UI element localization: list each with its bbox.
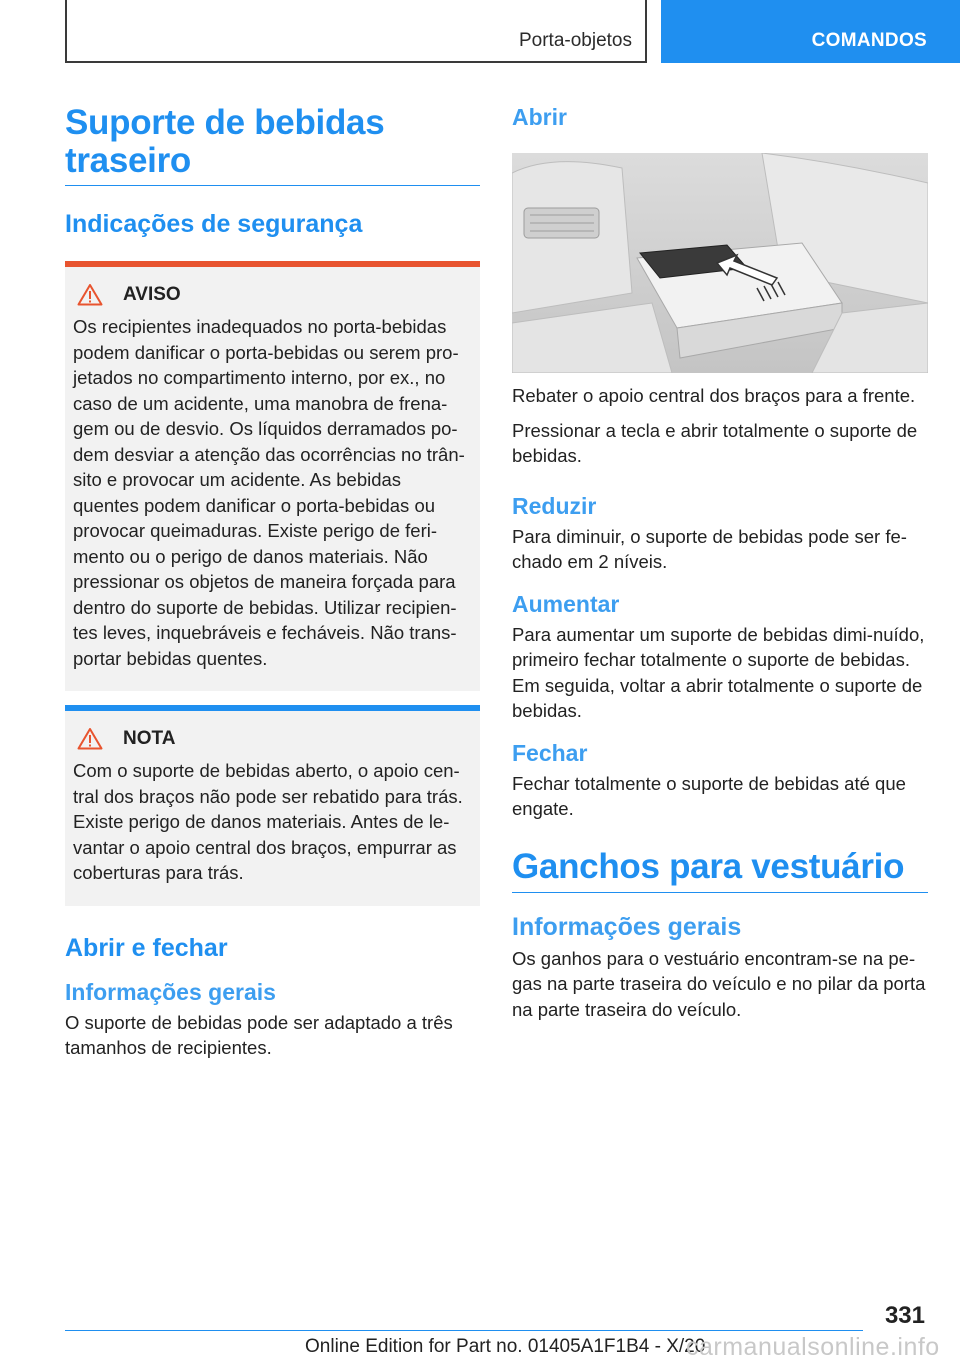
- left-column: [65, 104, 480, 1061]
- aviso-text: Os recipientes inadequados no porta-bebidas podem danificar o porta-bebidas ou serem pro-jetados no compartimento interno, por ex., no caso de um acidente, uma manobra de frena-gem ou de desvio. Os líquidos derramados po-dem desviar a atenção das ocorrências no trân-sito e provocar um acidente. As bebidas quentes podem danificar o porta-bebidas ou provocar queimaduras. Existe perigo de feri-mento ou o perigo de danos materiais. Não pressionar os objetos de maneira forçada para dentro do suporte de bebidas. Utilizar recipien-tes leves, inquebráveis e fecháveis. Não trans-portar bebidas quentes.: [73, 316, 465, 669]
- increase-text: Para aumentar um suporte de bebidas dimi-nuído, primeiro fechar totalmente o suporte de bebidas. Em seguida, voltar a abrir totalmente o suporte de bebidas.: [512, 623, 925, 721]
- hooks-title: Ganchos para vestuário: [512, 848, 928, 893]
- nota-text: Com o suporte de bebidas aberto, o apoio cen-tral dos braços não pode ser rebatido para trás. Existe perigo de danos materiais. Antes de le-vantar o apoio central dos braços, empurrar as coberturas para trás.: [73, 760, 463, 883]
- cupholder-photo: [512, 153, 928, 373]
- header-section-title: Porta-objetos: [518, 30, 632, 51]
- increase-heading: Aumentar: [512, 590, 620, 617]
- footer-brand-watermark: carmanualsonline.info: [686, 1333, 940, 1361]
- header-section-box: [65, 0, 647, 63]
- nota-label: NOTA: [123, 727, 176, 749]
- aviso-header: [77, 283, 472, 306]
- open-heading: Abrir: [512, 104, 567, 130]
- footer-edition-text: Online Edition for Part no. 01405A1F1B4 - X/20: [305, 1336, 706, 1357]
- footer-divider: [65, 1330, 863, 1331]
- open-text-1: Rebater o apoio central dos braços para a frente.: [512, 385, 916, 406]
- close-heading: Fechar: [512, 739, 588, 766]
- header-chapter-tab: [661, 0, 960, 63]
- reduce-heading: Reduzir: [512, 492, 597, 519]
- aviso-box: [65, 261, 480, 691]
- general-info-text: O suporte de bebidas pode ser adaptado a três tamanhos de recipientes.: [65, 1011, 453, 1058]
- open-text-2: Pressionar a tecla e abrir totalmente o suporte de bebidas.: [512, 419, 918, 466]
- warning-triangle-icon: [77, 283, 103, 306]
- cupholder-illustration: [512, 153, 928, 373]
- reduce-text: Para diminuir, o suporte de bebidas pode ser fe-chado em 2 níveis.: [512, 525, 907, 572]
- close-text: Fechar totalmente o suporte de bebidas até que engate.: [512, 772, 906, 819]
- aviso-label: AVISO: [123, 283, 181, 305]
- hooks-general-heading: Informações gerais: [512, 912, 742, 941]
- general-info-heading: Informações gerais: [65, 978, 276, 1005]
- page-title: Suporte de bebidas traseiro: [65, 104, 480, 186]
- safety-heading: Indicações de segurança: [65, 210, 363, 238]
- open-close-heading: Abrir e fechar: [65, 933, 228, 962]
- page-number: 331: [884, 1302, 925, 1329]
- nota-header: [77, 727, 472, 750]
- warning-triangle-icon: [77, 727, 103, 750]
- header-chapter-label: COMANDOS: [811, 30, 927, 51]
- right-column: [512, 100, 928, 1022]
- nota-box: [65, 705, 480, 906]
- hooks-text: Os ganhos para o vestuário encontram-se na pe-gas na parte traseira do veículo e no pilar da porta na parte traseira do veículo.: [512, 947, 926, 1020]
